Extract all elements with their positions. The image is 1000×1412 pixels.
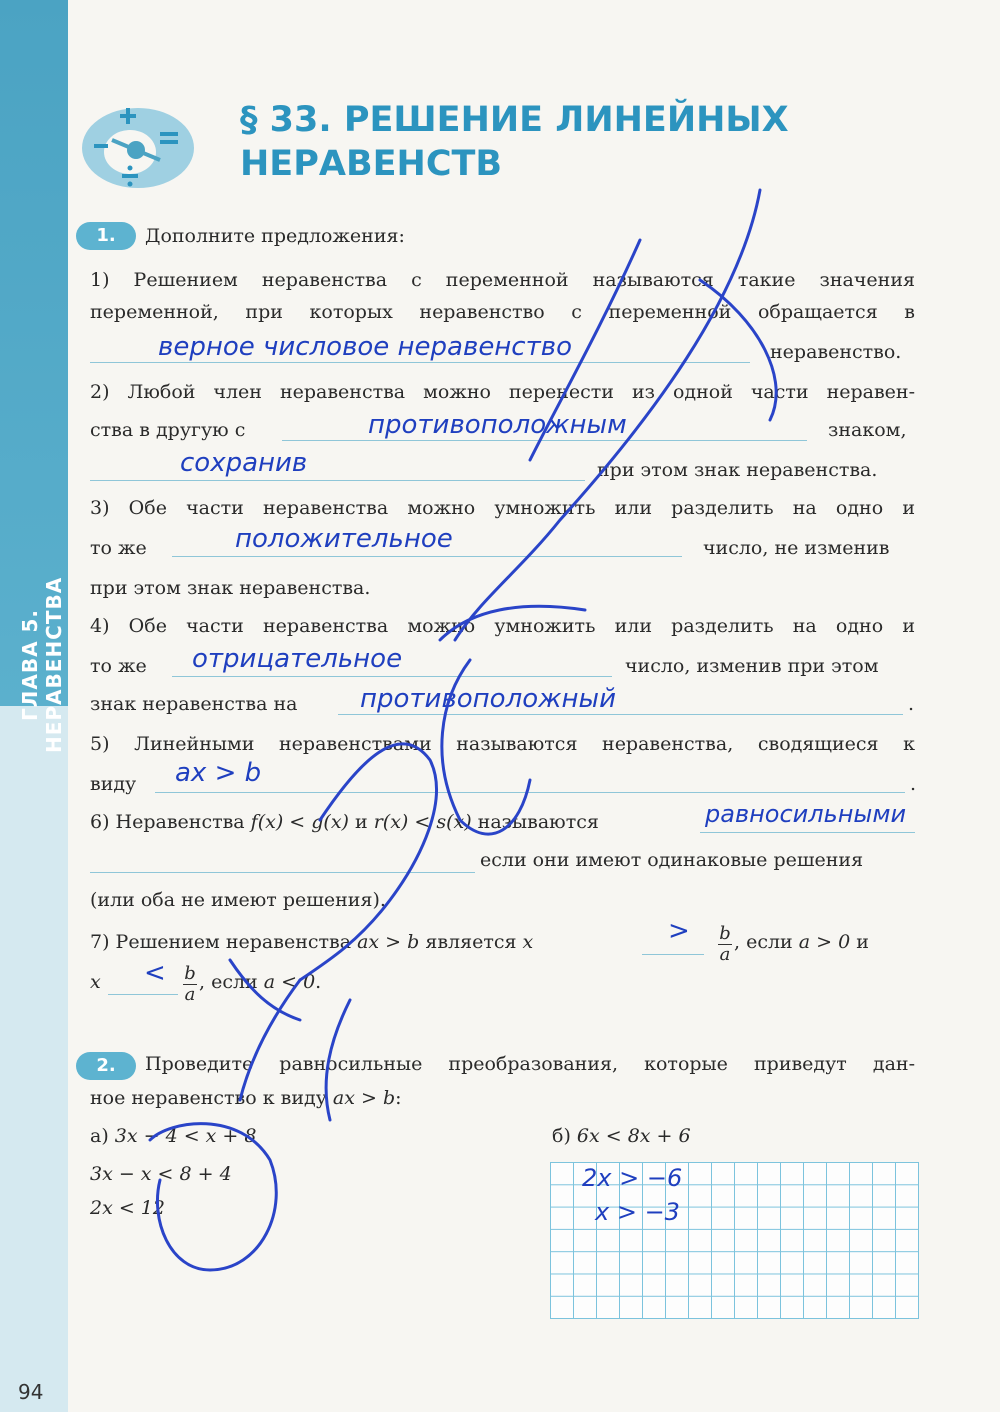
page-number: 94 (18, 1380, 44, 1404)
s4-blank2[interactable] (338, 714, 903, 715)
s6-rx: r(x) < s(x) (373, 811, 472, 833)
s3-line2a: то же (90, 537, 147, 559)
task1-prompt: Дополните предложения: (145, 225, 405, 247)
section-heading (240, 98, 840, 186)
s7-dot: . (315, 971, 322, 993)
task2b-label: б) (552, 1125, 577, 1147)
s5-line1: 5) Линейными неравенствами называются неравенства, сводящиеся к (90, 733, 915, 755)
s1-blank[interactable] (90, 362, 750, 363)
s1-line2: переменной, при которых неравенство с переменной обращается в (90, 301, 915, 323)
s5-line2a: виду (90, 773, 137, 795)
s6-fx: f(x) < g(x) (250, 811, 349, 833)
task2a-step1-math: 3x − x < 8 + 4 (90, 1163, 232, 1185)
task2b-equation (552, 1124, 691, 1148)
s7-frac2-num: b (184, 963, 196, 984)
task2b-eq: 6x < 8x + 6 (576, 1125, 691, 1147)
task2-line1: Проведите равносильные преобразования, которые приведут дан- (145, 1053, 915, 1075)
s7-and: и (850, 931, 869, 953)
s6-line3: (или оба не имеют решения). (90, 889, 386, 911)
task2b-hw-line2: x > −3 (595, 1198, 680, 1226)
operations-logo-icon (78, 100, 208, 195)
task2a-eq: 3x − 4 < x + 8 (114, 1125, 257, 1147)
s7-fraction2 (183, 964, 197, 1005)
task2a-label: а) (90, 1125, 115, 1147)
chapter-sidebar (0, 0, 68, 1412)
s2-line2a: ства в другую с (90, 419, 246, 441)
s3-line1: 3) Обе части неравенства можно умножить или разделить на одно и (90, 497, 915, 519)
s7-blank2[interactable] (108, 994, 178, 995)
s7-frac1-num: b (719, 923, 731, 944)
task2b-hw-line1: 2x > −6 (582, 1164, 683, 1192)
section-heading-line2: НЕРАВЕНСТВ (240, 144, 503, 184)
task2-line2-math: ax > b (332, 1087, 396, 1109)
s7-line2-end (199, 970, 321, 994)
s2-line1: 2) Любой член неравенства можно перенести из одной части нерaвен- (90, 381, 915, 403)
s6-answer: равносильными (705, 800, 907, 828)
s5-line2b: . (910, 773, 917, 795)
task2-badge: 2. (76, 1052, 136, 1080)
s3-blank[interactable] (172, 556, 682, 557)
s6-mid: и (348, 811, 374, 833)
s5-blank[interactable] (155, 792, 905, 793)
s7-answer2: < (144, 958, 166, 988)
task2a-step2 (90, 1196, 165, 1220)
s1-answer: верное числовое неравенство (158, 332, 572, 362)
s7-cond1: a > 0 (798, 931, 851, 953)
s4-line2a: то же (90, 655, 147, 677)
s3-answer: положительное (235, 524, 453, 554)
s6-blank1[interactable] (700, 832, 915, 833)
s2-answer2: сохранив (180, 448, 308, 478)
s4-answer1: отрицательное (192, 644, 403, 674)
s7-blank1[interactable] (642, 954, 704, 955)
s4-blank1[interactable] (172, 676, 612, 677)
s7-line1-post: , если (734, 931, 799, 953)
task2a-equation (90, 1124, 256, 1148)
task1-badge: 1. (76, 222, 136, 250)
s4-line3b: . (908, 693, 915, 715)
s2-answer1: противоположным (368, 410, 627, 440)
task2-line2-pre: ное неравенство к виду (90, 1087, 333, 1109)
s5-answer: ax > b (175, 758, 262, 788)
s6-line1-pre: 6) Неравенства (90, 811, 251, 833)
s2-blank1[interactable] (282, 440, 807, 441)
s7-line1-mid: является (419, 931, 523, 953)
s7-answer1: > (668, 916, 690, 946)
s4-answer2: противоположный (360, 684, 616, 714)
s7-line1-pre: 7) Решением неравенства (90, 931, 358, 953)
chapter-title: ГЛАВА 5. НЕРАВЕНСТВА (18, 576, 66, 754)
section-heading-line1: § 33. РЕШЕНИЕ ЛИНЕЙНЫХ (240, 100, 789, 140)
s3-line3: при этом знак неравенства. (90, 577, 371, 599)
s4-line3a: знак неравенства на (90, 693, 298, 715)
task2-line2 (90, 1086, 402, 1110)
task2a-step2-math: 2x < 12 (90, 1197, 165, 1219)
task2a-step1 (90, 1162, 232, 1186)
s7-line1-end (734, 930, 869, 954)
s3-line2b: число, не изменив (703, 537, 890, 559)
s7-line2-x (90, 970, 101, 994)
s7-line1 (90, 930, 533, 954)
s4-line2b: число, изменив при этом (625, 655, 879, 677)
s1-line3: неравенство. (770, 341, 902, 363)
s7-cond2: a < 0 (263, 971, 316, 993)
task2-line2-post: : (395, 1087, 402, 1109)
s2-blank2[interactable] (90, 480, 585, 481)
s2-line3: при этом знак неравенства. (597, 459, 878, 481)
s7-x: x (522, 931, 534, 953)
s6-blank2[interactable] (90, 872, 475, 873)
s7-fraction1 (718, 924, 732, 965)
s7-x2: x (90, 971, 101, 993)
s1-line1: 1) Решением неравенства с переменной называются такие значения (90, 269, 915, 291)
s6-line1-post: называются (471, 811, 599, 833)
s7-frac1-den: a (719, 944, 731, 965)
s4-line1: 4) Обе части неравенства можно умножить или разделить на одно и (90, 615, 915, 637)
s2-line2b: знаком, (828, 419, 907, 441)
s7-line2-post: , если (199, 971, 264, 993)
s6-line2: если они имеют одинаковые решения (480, 849, 864, 871)
s6-line1 (90, 810, 599, 834)
s7-ineq: ax > b (357, 931, 420, 953)
s7-frac2-den: a (184, 984, 196, 1005)
